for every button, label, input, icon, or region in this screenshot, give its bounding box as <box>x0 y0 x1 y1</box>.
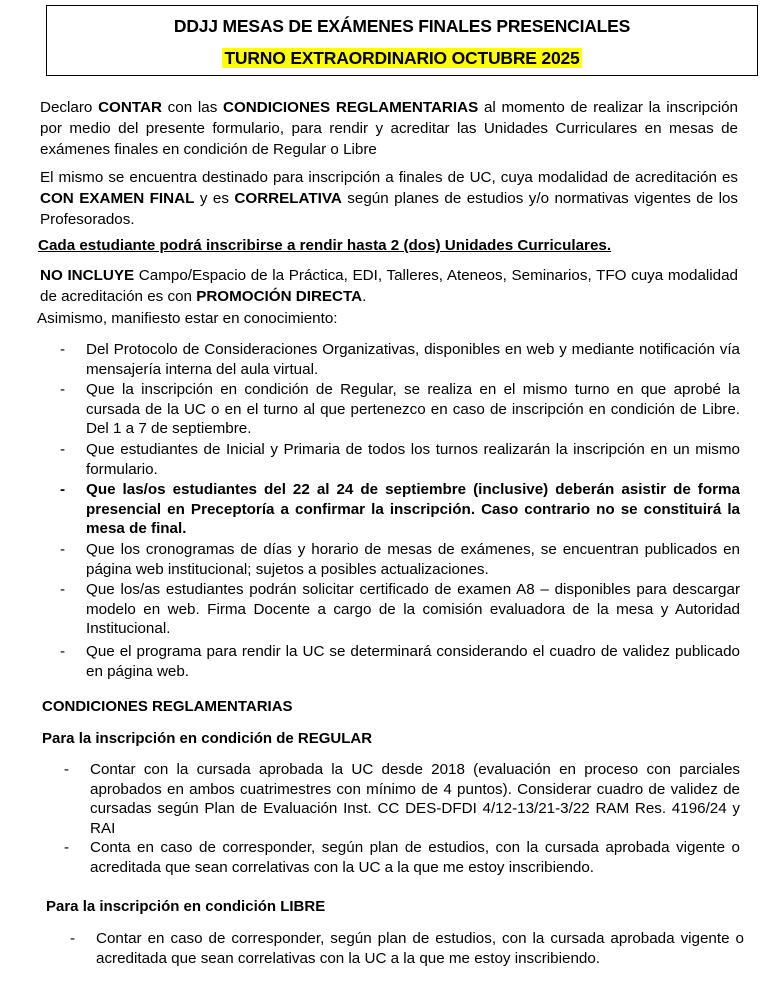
item-text: Que el programa para rendir la UC se determinará considerando el cuadro de validez publicado en página web. <box>86 642 740 680</box>
text: y es <box>194 190 235 207</box>
emphasis: CON EXAMEN FINAL <box>40 190 195 207</box>
list-item <box>60 480 740 539</box>
list-item <box>64 760 740 838</box>
bullet: - <box>60 642 66 660</box>
text: El mismo se encuentra destinado para inscripción a finales de UC, cuya modalidad de acreditación es <box>40 169 738 186</box>
item-text: Que la inscripción en condición de Regular, se realiza en el mismo turno en que aprobé la cursada de la UC o en el turno al que pertenezco en caso de inscripción en condición de Libre. Del 1 a 7 de septiembre. <box>86 381 740 438</box>
emphasis: NO INCLUYE <box>40 267 135 284</box>
item-text: Que los cronogramas de días y horario de mesas de exámenes, se encuentran publicados en página web institucional; sujetos a posibles actualizaciones. <box>86 540 740 578</box>
exclusion-paragraph <box>40 265 738 307</box>
title-box <box>46 5 758 76</box>
item-text: Contar con la cursada aprobada la UC desde 2018 (evaluación en proceso con parciales aprobados en ambos cuatrimestres con mínimo de 4 puntos). Considerar cuadro de validez de cursadas según Plan de Evaluación Inst. CC DES-DFDI 4/12-13/21-3/22 RAM Res. 4196/24 y RAI <box>90 761 740 837</box>
list-item <box>60 642 740 681</box>
emphasis: PROMOCIÓN DIRECTA <box>196 288 363 305</box>
regular-conditions-list <box>64 760 740 878</box>
declaration-paragraph <box>40 97 738 160</box>
list-item <box>60 440 740 479</box>
item-text: Que las/os estudiantes del 22 al 24 de septiembre (inclusive) deberán asistir de forma presencial en Preceptoría a confirmar la inscripción. Caso contrario no se constituirá la mesa de final. <box>86 481 740 538</box>
conditions-heading: CONDICIONES REGLAMENTARIAS <box>42 698 293 715</box>
bullet: - <box>60 341 66 358</box>
text: Campo/Espacio de la Práctica, EDI, Talleres, Ateneos, Seminarios, TFO cuya modalidad de acreditación es con <box>40 267 738 305</box>
item-text: Que estudiantes de Inicial y Primaria de todos los turnos realizarán la inscripción en un mismo formulario. <box>86 440 740 478</box>
libre-heading: Para la inscripción en condición LIBRE <box>46 898 326 915</box>
text: al momento de realizar la inscripción por medio del presente formulario, para rendir y acreditar las Unidades Curriculares en mesas de exámenes finales en condición de Regular o Libre <box>40 99 738 158</box>
bullet: - <box>64 761 70 778</box>
knowledge-list <box>60 340 740 681</box>
text: con las <box>161 99 224 116</box>
list-item <box>60 540 740 579</box>
item-text: Contar en caso de corresponder, según plan de estudios, con la cursada aprobada vigente o acreditada que sean correlativas con la UC a la que me estoy inscribiendo. <box>96 930 744 967</box>
text: . <box>362 288 367 305</box>
list-item <box>60 380 740 439</box>
text: según planes de estudios y/o normativas vigentes de los Profesorados. <box>40 190 739 228</box>
bullet: - <box>64 839 70 857</box>
knowledge-intro: Asimismo, manifiesto estar en conocimiento: <box>37 310 338 327</box>
list-item <box>64 838 740 877</box>
emphasis: CONTAR <box>98 99 162 116</box>
item-text: Que los/as estudiantes podrán solicitar certificado de examen A8 – disponibles para descargar modelo en web. Firma Docente a cargo de la comisión evaluadora de la mesa y Autoridad Institucional. <box>86 581 740 638</box>
libre-conditions-list <box>70 929 744 968</box>
list-item <box>60 580 740 639</box>
list-item <box>70 929 744 968</box>
emphasis: CONDICIONES REGLAMENTARIAS <box>223 99 479 116</box>
purpose-paragraph <box>40 167 738 230</box>
bullet: - <box>60 440 66 458</box>
item-text: Conta en caso de corresponder, según plan de estudios, con la cursada aprobada vigente o acreditada que sean correlativas con la UC a la que me estoy inscribiendo. <box>90 839 740 876</box>
document-subtitle <box>47 48 757 69</box>
document-title: DDJJ MESAS DE EXÁMENES FINALES PRESENCIALES <box>173 16 631 36</box>
item-text: Del Protocolo de Consideraciones Organizativas, disponibles en web y mediante notificación vía mensajería interna del aula virtual. <box>86 341 740 378</box>
bullet: - <box>60 481 66 499</box>
bullet: - <box>60 381 66 399</box>
regular-heading: Para la inscripción en condición de REGULAR <box>42 730 373 747</box>
limit-notice: Cada estudiante podrá inscribirse a rendir hasta 2 (dos) Unidades Curriculares. <box>38 237 612 254</box>
bullet: - <box>60 581 66 599</box>
bullet: - <box>60 540 66 558</box>
text: Declaro <box>40 99 99 116</box>
bullet: - <box>70 930 76 947</box>
highlighted-subtitle: TURNO EXTRAORDINARIO OCTUBRE 2025 <box>224 48 580 68</box>
emphasis: CORRELATIVA <box>234 190 342 207</box>
list-item <box>60 340 740 379</box>
